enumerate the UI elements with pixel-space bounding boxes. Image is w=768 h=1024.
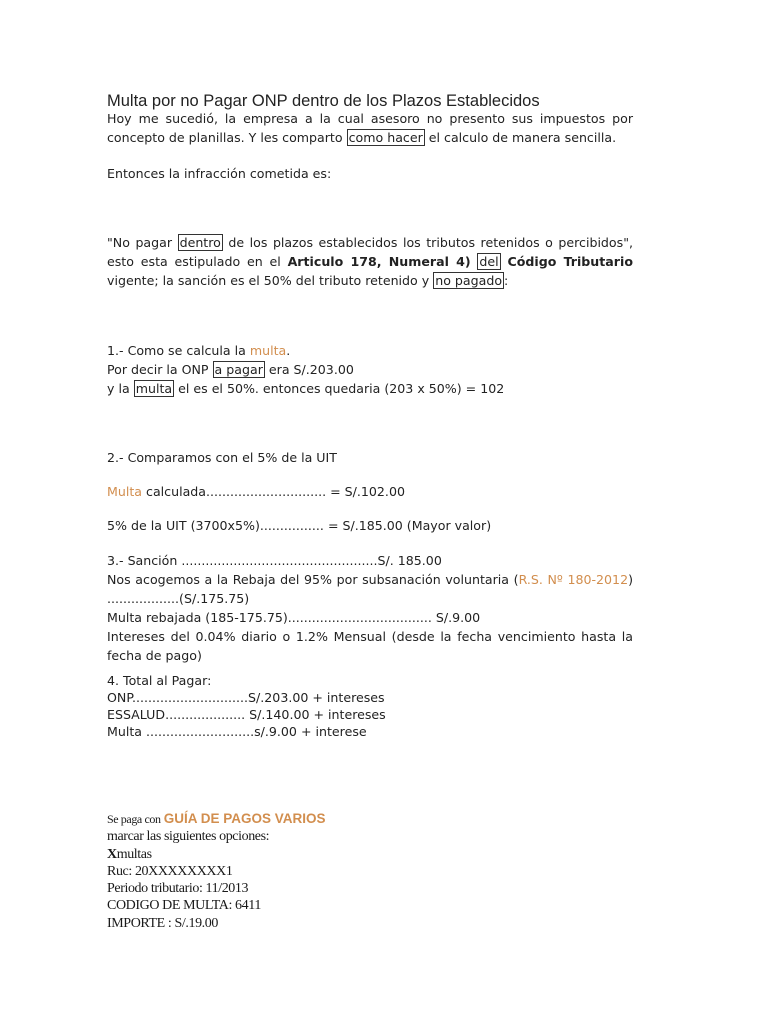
intro-paragraph: [107, 109, 633, 147]
multa-box-link[interactable]: multa: [135, 381, 173, 396]
onp-line: ONP.............................S/.203.00 + intereses: [107, 690, 385, 705]
step1-heading-end: .: [286, 343, 291, 358]
article-ref: Articulo 178, Numeral 4): [287, 254, 471, 269]
options-line: marcar las siguientes opciones:: [107, 829, 270, 845]
multa-rebajada-line: Multa rebajada (185-175.75).................................... S/.9.00: [107, 610, 481, 625]
x-mark: X: [107, 846, 117, 862]
step2-heading: 2.- Comparamos con el 5% de la UIT: [107, 450, 337, 465]
step1: [107, 341, 633, 398]
quote-text: vigente; la sanción es el 50% del tributo retenido y: [107, 273, 430, 288]
ruc-line: Ruc: 20XXXXXXXX1: [107, 863, 233, 879]
rebaja-close: ): [628, 572, 633, 587]
codigo-tributario: Código Tributario: [507, 254, 633, 269]
multa-calculada-value: calculada.............................. = S/.102.00: [146, 484, 405, 499]
como-hacer-link[interactable]: como hacer: [348, 130, 423, 145]
quote-text: de los plazos establecidos los tributos retenidos o percibidos", esto esta estipulado en el: [107, 235, 633, 269]
uit-line: 5% de la UIT (3700x5%)................ = S/.185.00 (Mayor valor): [107, 518, 492, 533]
step4: [107, 672, 633, 740]
multas-option: multas: [116, 846, 152, 862]
quote-colon: :: [504, 273, 509, 288]
step3: [107, 551, 633, 665]
step1-line3-end: el es el 50%. entonces quedaria (203 x 50%) = 102: [178, 381, 505, 396]
intro-text: Hoy me sucedió, la empresa a la cual asesoro no presento sus impuestos por concepto de planillas. Y les comparto: [107, 111, 633, 145]
rebaja-line: [107, 570, 633, 589]
quote-text: "No pagar: [107, 235, 173, 250]
quote-paragraph: [107, 233, 633, 290]
del-link[interactable]: del: [479, 254, 499, 269]
total-heading: 4. Total al Pagar:: [107, 673, 212, 688]
multa-total-line: Multa ...........................s/.9.00 + interese: [107, 724, 367, 739]
intereses-line: Intereses del 0.04% diario o 1.2% Mensual (desde la fecha vencimiento hasta la fecha de pago): [107, 629, 633, 663]
importe-line: IMPORTE : S/.19.00: [107, 915, 218, 931]
codigo-line: CODIGO DE MULTA: 6411: [107, 898, 261, 914]
intro-text-end: el calculo de manera sencilla.: [428, 130, 617, 145]
no-pagado-link[interactable]: no pagado: [435, 273, 503, 288]
step1-line3: y la: [107, 381, 130, 396]
infraction-intro: Entonces la infracción cometida es:: [107, 166, 332, 181]
dentro-link[interactable]: dentro: [179, 235, 221, 250]
payment-section: [107, 810, 325, 932]
multa-calculada-line: [107, 482, 633, 501]
payment-pre: Se paga con: [107, 812, 161, 826]
sancion-line: 3.- Sanción .................................................S/. 185.00: [107, 553, 442, 568]
step1-line2-end: era S/.203.00: [268, 362, 354, 377]
rs-link[interactable]: R.S. Nº 180-2012: [518, 572, 629, 587]
periodo-line: Periodo tributario: 11/2013: [107, 881, 249, 897]
a-pagar-link[interactable]: a pagar: [214, 362, 263, 377]
rebaja-text: Nos acogemos a la Rebaja del 95% por subsanación voluntaria (: [107, 572, 519, 587]
guia-pagos-varios: GUÍA DE PAGOS VARIOS: [163, 811, 326, 826]
multa-link[interactable]: multa: [249, 343, 287, 358]
rebaja-amount: ..................(S/.175.75): [107, 591, 250, 606]
step1-line2: Por decir la ONP: [107, 362, 209, 377]
page-title: Multa por no Pagar ONP dentro de los Plazos Establecidos: [107, 92, 540, 110]
step1-heading: 1.- Como se calcula la: [107, 343, 246, 358]
essalud-line: ESSALUD.................... S/.140.00 + intereses: [107, 707, 386, 722]
multa-link[interactable]: Multa: [107, 484, 143, 499]
